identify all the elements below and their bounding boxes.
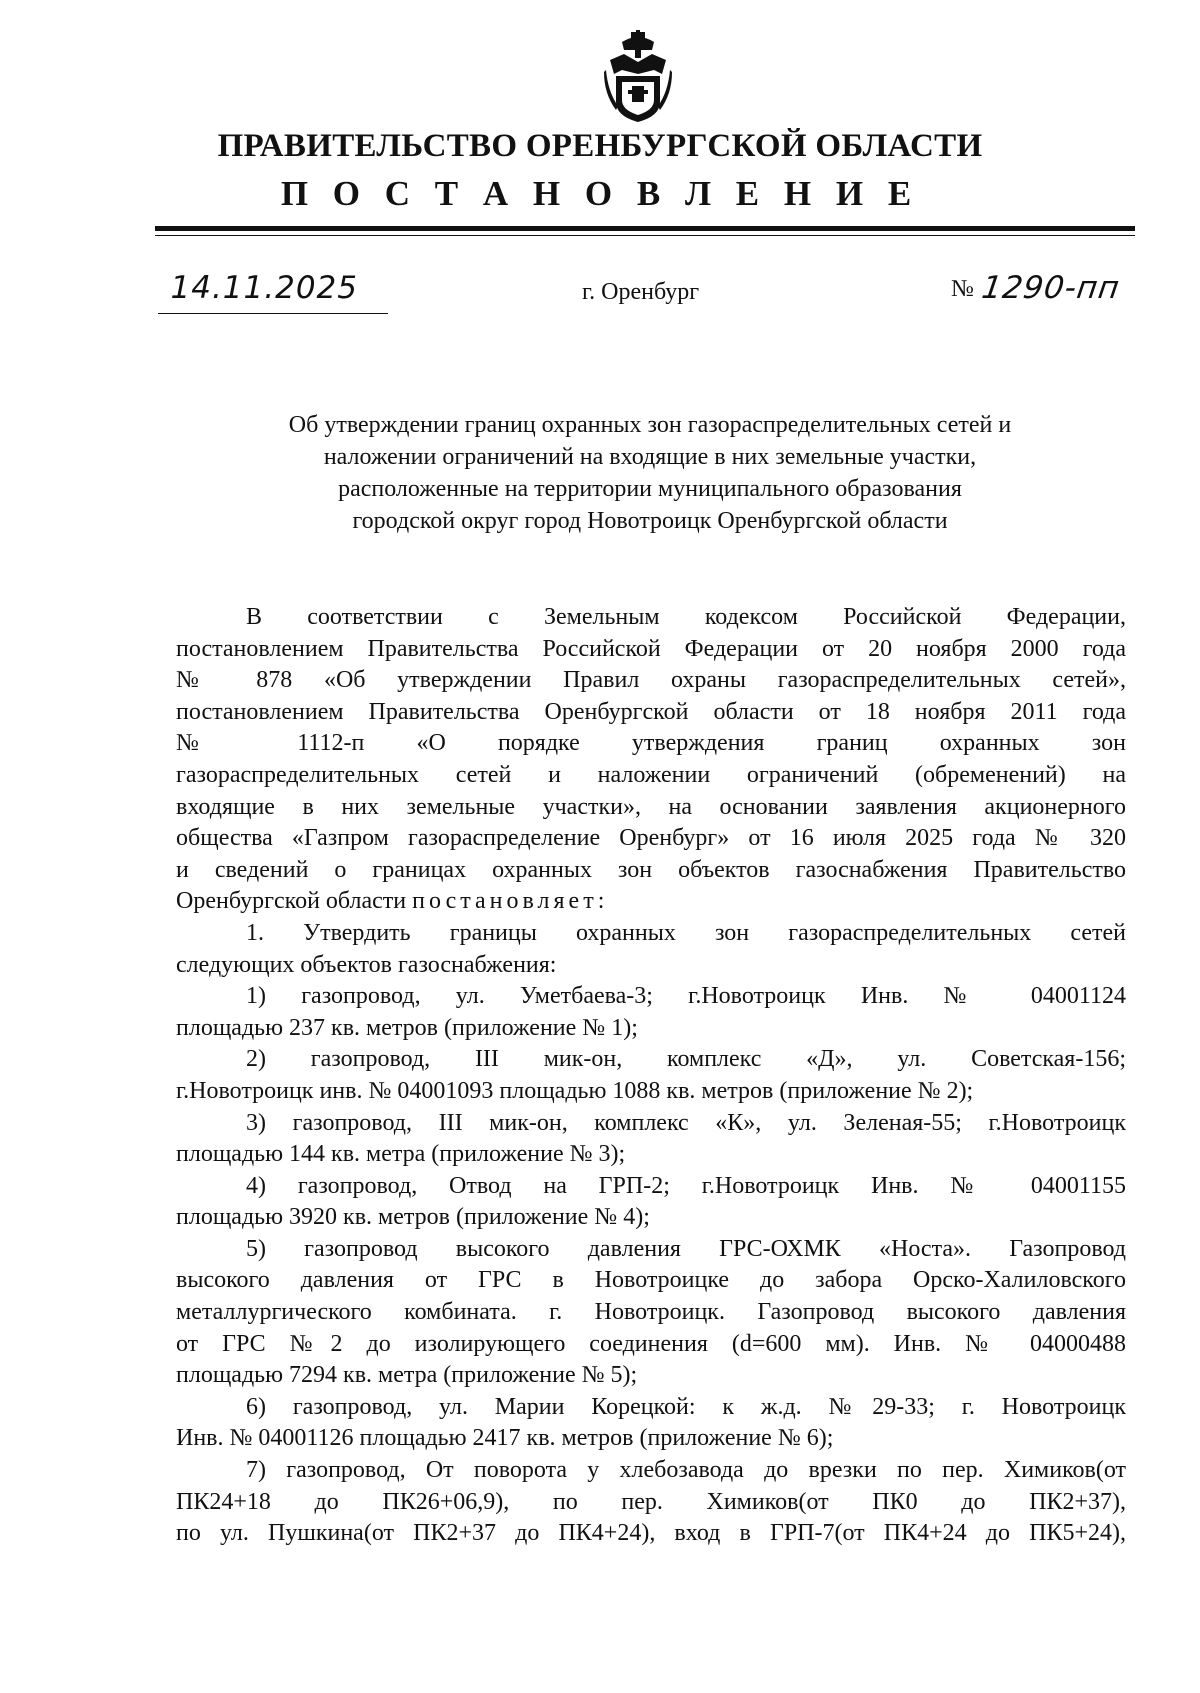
- item-line: 3) газопровод, III мик-он, комплекс «К», ул. Зеленая-55; г.Новотроицк: [246, 1109, 1126, 1136]
- item-line: 7) газопровод, От поворота у хлебозавода до врезки по пер. Химиков(от: [246, 1457, 1126, 1484]
- resolves-prefix: Оренбургской области: [176, 888, 407, 915]
- date-field: [158, 270, 388, 314]
- item-line: площадью 7294 кв. метра (приложение № 5);: [176, 1362, 638, 1389]
- body-line: постановлением Правительства Российской Федерации от 20 ноября 2000 года: [176, 635, 1126, 662]
- body-line: № 878 «Об утверждении Правил охраны газораспределительных сетей»,: [176, 667, 1126, 694]
- body-line: постановлением Правительства Оренбургской области от 18 ноября 2011 года: [176, 698, 1126, 725]
- number-field: [951, 270, 1123, 314]
- document-type-title: П О С Т А Н О В Л Е Н И Е: [280, 174, 920, 213]
- item-line: следующих объектов газоснабжения:: [176, 951, 557, 978]
- city-label: г. Оренбург: [582, 279, 700, 305]
- header-divider-thick: [155, 226, 1135, 231]
- number-sign: №: [951, 276, 974, 302]
- subject-line: Об утверждении границ охранных зон газораспределительных сетей и: [288, 412, 1012, 438]
- item-line: площадью 144 кв. метра (приложение № 3);: [176, 1141, 626, 1168]
- subject-line: расположенные на территории муниципального образования: [338, 476, 962, 502]
- handwritten-date: 14.11.2025: [170, 270, 358, 306]
- item-line: от ГРС №2 до изолирующего соединения (d=600 мм). Инв. № 04000488: [176, 1330, 1126, 1357]
- body-line: газораспределительных сетей и наложении ограничений (обременений) на: [176, 761, 1126, 788]
- item-line: ПК24+18 до ПК26+06,9), по пер. Химиков(от ПК0 до ПК2+37),: [176, 1488, 1126, 1515]
- item-line: 6) газопровод, ул. Марии Корецкой: к ж.д. №29-33; г. Новотроицк: [246, 1393, 1126, 1420]
- item-line: 4) газопровод, Отвод на ГРП-2; г.Новотроицк Инв. № 04001155: [246, 1172, 1126, 1199]
- document-body: [176, 602, 1126, 1550]
- coat-of-arms-icon: [604, 30, 672, 126]
- item-line: высокого давления от ГРС в Новотроицке до забора Орско-Халиловского: [176, 1267, 1126, 1294]
- item-line: по ул. Пушкина(от ПК2+37 до ПК4+24), вход в ГРП-7(от ПК4+24 до ПК5+24),: [176, 1520, 1126, 1547]
- body-line: и сведений о границах охранных зон объектов газоснабжения Правительство: [176, 856, 1126, 883]
- body-line: общества «Газпром газораспределение Оренбург» от 16 июля 2025 года № 320: [176, 825, 1126, 852]
- resolves-suffix: :: [597, 888, 605, 915]
- item-line: Инв. № 04001126 площадью 2417 кв. метров (приложение № 6);: [176, 1425, 834, 1452]
- body-line-resolves: [176, 886, 1126, 918]
- handwritten-number: 1290-пп: [979, 270, 1123, 306]
- government-title: ПРАВИТЕЛЬСТВО ОРЕНБУРГСКОЙ ОБЛАСТИ: [217, 128, 983, 164]
- header-divider-thin: [155, 235, 1135, 236]
- item-line: 5) газопровод высокого давления ГРС-ОХМК «Носта». Газопровод: [246, 1235, 1126, 1262]
- document-subject: [160, 409, 1140, 537]
- body-line: входящие в них земельные участки», на основании заявления акционерного: [176, 793, 1126, 820]
- item-line: г.Новотроицк инв. № 04001093 площадью 1088 кв. метров (приложение № 2);: [176, 1077, 974, 1104]
- item-line: площадью 237 кв. метров (приложение № 1);: [176, 1014, 638, 1041]
- item-line: площадью 3920 кв. метров (приложение № 4);: [176, 1204, 650, 1231]
- body-line: № 1112-п «О порядке утверждения границ охранных зон: [176, 730, 1126, 757]
- item-line: 2) газопровод, III мик-он, комплекс «Д», ул. Советская-156;: [246, 1046, 1126, 1073]
- item-line: 1. Утвердить границы охранных зон газораспределительных сетей: [246, 919, 1126, 946]
- resolves-word: постановляет: [412, 888, 598, 915]
- body-line: В соответствии с Земельным кодексом Российской Федерации,: [246, 604, 1126, 630]
- item-line: 1) газопровод, ул. Уметбаева-3; г.Новотроицк Инв. № 04001124: [246, 983, 1126, 1010]
- subject-line: городской округ город Новотроицк Оренбургской области: [352, 508, 948, 534]
- item-line: металлургического комбината. г. Новотроицк. Газопровод высокого давления: [176, 1299, 1126, 1326]
- subject-line: наложении ограничений на входящие в них земельные участки,: [323, 444, 977, 470]
